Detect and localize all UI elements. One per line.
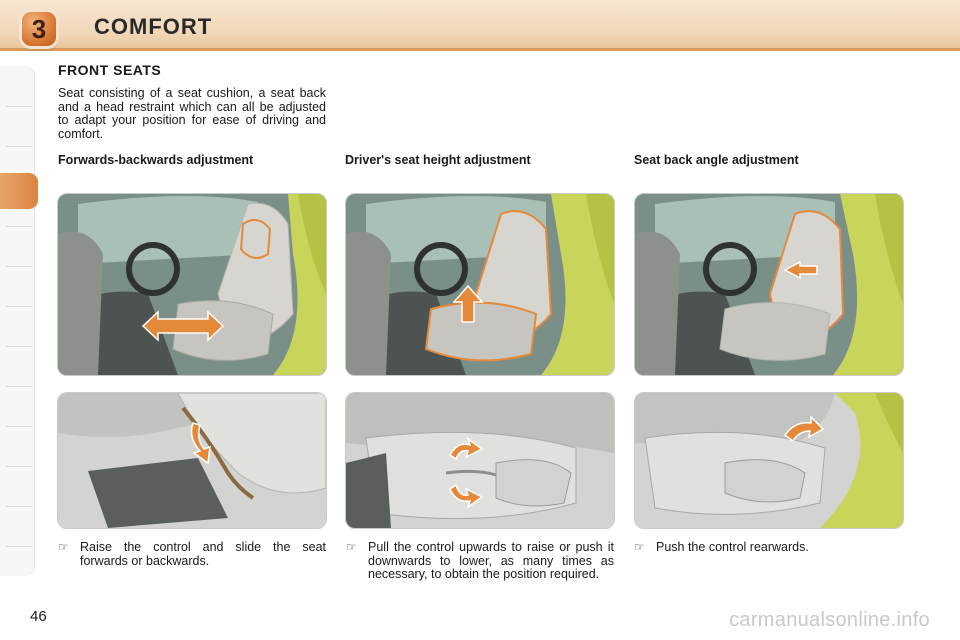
chapter-tab[interactable] xyxy=(6,506,32,507)
chapter-tab[interactable] xyxy=(6,466,32,467)
column-title-seat-height: Driver's seat height adjustment xyxy=(345,153,531,167)
chapter-tab[interactable] xyxy=(6,266,32,267)
instruction-text: Pull the control upwards to raise or push it downwards to lower, as many times as necessary, to obtain the position required. xyxy=(368,540,614,581)
chapter-tab[interactable] xyxy=(6,226,32,227)
instruction-text: Push the control rearwards. xyxy=(656,540,809,554)
seat-interior-illustration xyxy=(57,193,327,376)
column-title-seat-back-angle: Seat back angle adjustment xyxy=(634,153,799,167)
section-title: FRONT SEATS xyxy=(58,62,162,78)
seat-control-closeup-illustration xyxy=(345,392,615,529)
instruction-text: Raise the control and slide the seat forwards or backwards. xyxy=(80,540,326,568)
header-divider xyxy=(0,48,960,51)
instruction-forwards-backwards xyxy=(58,541,326,568)
chapter-tab-strip xyxy=(0,66,35,576)
chapter-tab[interactable] xyxy=(6,386,32,387)
pointing-hand-icon: ☞ xyxy=(346,540,357,554)
chapter-number-badge: 3 xyxy=(22,12,56,46)
seat-interior-illustration xyxy=(634,193,904,376)
seat-control-closeup-illustration xyxy=(634,392,904,529)
seat-control-closeup-illustration xyxy=(57,392,327,529)
chapter-title: COMFORT xyxy=(94,14,213,39)
column-title-forwards-backwards: Forwards-backwards adjustment xyxy=(58,153,254,167)
instruction-seat-height xyxy=(346,541,614,582)
chapter-tab[interactable] xyxy=(6,146,32,147)
chapter-tab[interactable] xyxy=(6,426,32,427)
instruction-seat-back-angle xyxy=(634,541,902,555)
pointing-hand-icon: ☞ xyxy=(634,540,645,554)
chapter-tab[interactable] xyxy=(6,546,32,547)
pointing-hand-icon: ☞ xyxy=(58,540,69,554)
seat-interior-illustration xyxy=(345,193,615,376)
chapter-tab[interactable] xyxy=(6,106,32,107)
chapter-tab[interactable] xyxy=(6,306,32,307)
chapter-tab[interactable] xyxy=(6,346,32,347)
chapter-tab-active[interactable] xyxy=(0,173,38,209)
page-number: 46 xyxy=(30,608,47,625)
watermark: carmanualsonline.info xyxy=(729,609,930,631)
section-intro: Seat consisting of a seat cushion, a seat back and a head restraint which can all be adjusted to adapt your position for ease of driving and comfort. xyxy=(58,86,326,141)
